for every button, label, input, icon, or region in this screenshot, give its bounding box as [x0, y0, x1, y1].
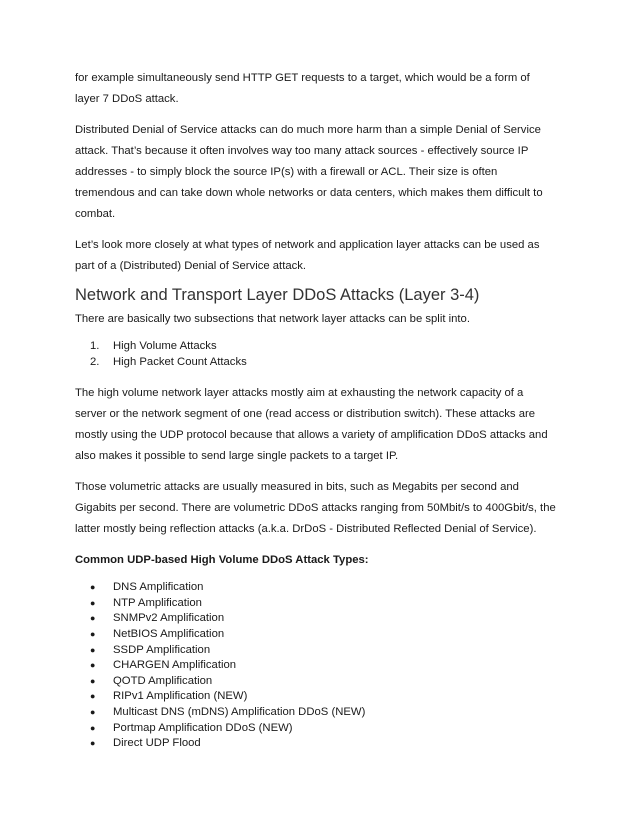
- paragraph-volumetric: [75, 477, 575, 540]
- subsections-list: [75, 339, 575, 370]
- text-line: server or the network segment of one (read access or distribution switch). These attacks are: [75, 408, 536, 421]
- list-item-label: High Volume Attacks: [113, 340, 217, 352]
- list-item: [75, 674, 575, 690]
- bullet-icon: ●: [90, 628, 96, 639]
- bullet-icon: ●: [90, 691, 96, 702]
- text-line: latter mostly being reflection attacks (a.k.a. DrDoS - Distributed Reflected Denial of Service).: [75, 523, 537, 536]
- bullet-icon: ●: [90, 644, 96, 655]
- paragraph-ddos-harm: [75, 120, 575, 225]
- text-line: addresses - to simply block the source IP(s) with a firewall or ACL. Their size is often: [75, 166, 498, 178]
- list-item: [75, 705, 575, 721]
- list-item-label: High Packet Count Attacks: [113, 355, 247, 368]
- bullet-icon: ●: [90, 597, 96, 608]
- list-item-label: DNS Amplification: [113, 581, 204, 594]
- attack-types-list: [75, 580, 575, 752]
- text-line: tremendous and can take down whole networks or data centers, which makes them difficult to: [75, 187, 543, 199]
- paragraph-high-volume: [75, 383, 575, 467]
- text-line: for example simultaneously send HTTP GET requests to a target, which would be a form of: [75, 72, 530, 84]
- list-item-label: NTP Amplification: [113, 596, 202, 609]
- list-item-label: QOTD Amplification: [113, 674, 213, 687]
- bullet-icon: ●: [90, 675, 96, 686]
- list-number: 1.: [90, 340, 100, 352]
- list-item: [75, 658, 575, 674]
- list-item-label: NetBIOS Amplification: [113, 627, 225, 640]
- list-item: [75, 643, 575, 659]
- text-line: also makes it possible to send large single packets to a target IP.: [75, 450, 399, 463]
- list-item-label: SSDP Amplification: [113, 643, 211, 656]
- list-item-label: Direct UDP Flood: [113, 737, 201, 750]
- bullet-icon: ●: [90, 613, 96, 624]
- text-line: mostly using the UDP protocol because that allows a variety of amplification DDoS attacks and: [75, 429, 548, 442]
- list-item-label: SNMPv2 Amplification: [113, 612, 225, 625]
- text-line: Distributed Denial of Service attacks can do much more harm than a simple Denial of Service: [75, 124, 541, 136]
- list-item: [75, 736, 575, 752]
- bullet-icon: ●: [90, 722, 96, 733]
- paragraph-intro-continued: [75, 68, 575, 110]
- text-line: Gigabits per second. There are volumetric DDoS attacks ranging from 50Mbit/s to 400Gbit/s, the: [75, 502, 556, 515]
- list-item: [75, 596, 575, 612]
- text-line: attack. That’s because it often involves way too many attack sources - effectively source IP: [75, 145, 529, 157]
- list-item: [75, 580, 575, 596]
- list-item: [75, 611, 575, 627]
- text-line: The high volume network layer attacks mostly aim at exhausting the network capacity of a: [75, 387, 524, 400]
- list-item: [75, 627, 575, 643]
- attack-types-heading: Common UDP-based High Volume DDoS Attack Types:: [75, 554, 369, 567]
- list-item: [75, 339, 575, 355]
- list-item-label: CHARGEN Amplification: [113, 659, 237, 672]
- list-item-label: Portmap Amplification DDoS (NEW): [113, 721, 293, 734]
- bullet-icon: ●: [90, 582, 96, 593]
- text-line: part of a (Distributed) Denial of Service attack.: [75, 260, 307, 272]
- bullet-icon: ●: [90, 738, 96, 749]
- text-line: Let’s look more closely at what types of network and application layer attacks can be used as: [75, 239, 540, 251]
- list-number: 2.: [90, 355, 100, 368]
- paragraph-subsections-intro: There are basically two subsections that network layer attacks can be split into.: [75, 313, 470, 325]
- text-line: Those volumetric attacks are usually measured in bits, such as Megabits per second and: [75, 481, 519, 494]
- bullet-icon: ●: [90, 706, 96, 717]
- section-heading: Network and Transport Layer DDoS Attacks (Layer 3-4): [75, 286, 480, 304]
- list-item: [75, 721, 575, 737]
- list-item: [75, 355, 575, 371]
- bullet-icon: ●: [90, 660, 96, 671]
- list-item: [75, 689, 575, 705]
- paragraph-look-closer: [75, 235, 575, 277]
- text-line: combat.: [75, 208, 116, 220]
- list-item-label: Multicast DNS (mDNS) Amplification DDoS (NEW): [113, 705, 366, 718]
- list-item-label: RIPv1 Amplification (NEW): [113, 690, 248, 703]
- document-page: [75, 68, 575, 752]
- text-line: layer 7 DDoS attack.: [75, 93, 179, 105]
